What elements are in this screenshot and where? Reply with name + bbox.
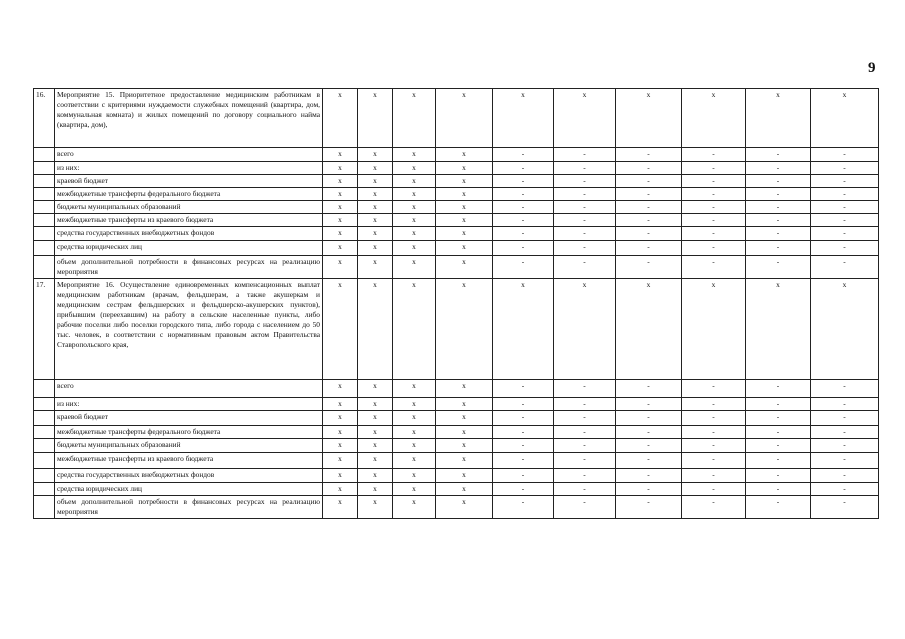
funding-row bbox=[34, 411, 879, 426]
value-cell: x bbox=[358, 214, 393, 227]
value-cell: x bbox=[393, 201, 436, 214]
value-cell: x bbox=[358, 89, 393, 148]
value-cell: - bbox=[682, 256, 746, 279]
value-cell: - bbox=[746, 398, 811, 411]
value-cell: x bbox=[323, 241, 358, 256]
funding-source-label: межбюджетные трансферты из краевого бюджета bbox=[55, 453, 323, 469]
value-cell: x bbox=[436, 426, 493, 439]
value-cell: x bbox=[436, 453, 493, 469]
funding-source-label: межбюджетные трансферты из краевого бюджета bbox=[55, 214, 323, 227]
value-cell: - bbox=[811, 214, 879, 227]
funding-source-label: всего bbox=[55, 380, 323, 398]
value-cell: x bbox=[323, 148, 358, 162]
value-cell: - bbox=[493, 201, 554, 214]
funding-row bbox=[34, 201, 879, 214]
value-cell: - bbox=[746, 188, 811, 201]
value-cell: x bbox=[323, 214, 358, 227]
value-cell: x bbox=[323, 162, 358, 175]
row-number-empty bbox=[34, 175, 55, 188]
measures-table-container bbox=[33, 88, 878, 519]
row-number-empty bbox=[34, 380, 55, 398]
value-cell: - bbox=[554, 469, 616, 483]
value-cell: - bbox=[493, 426, 554, 439]
funding-row bbox=[34, 453, 879, 469]
value-cell: - bbox=[746, 162, 811, 175]
value-cell: x bbox=[323, 426, 358, 439]
value-cell: - bbox=[554, 241, 616, 256]
value-cell: x bbox=[393, 279, 436, 380]
value-cell: - bbox=[811, 398, 879, 411]
value-cell: x bbox=[436, 227, 493, 241]
value-cell: x bbox=[746, 279, 811, 380]
value-cell: - bbox=[811, 148, 879, 162]
value-cell: - bbox=[746, 148, 811, 162]
funding-row bbox=[34, 148, 879, 162]
value-cell: - bbox=[616, 439, 682, 453]
row-number-empty bbox=[34, 483, 55, 496]
value-cell: x bbox=[393, 148, 436, 162]
value-cell: - bbox=[682, 188, 746, 201]
value-cell: - bbox=[811, 483, 879, 496]
measure-title: Мероприятие 16. Осуществление единовременных компенсационных выплат медицинским работникам (врачам, фельдшерам, а также акушеркам и медицинским сестрам фельдшерских и фельдшерско-акушерских пунктов), прибывшим (переехавшим) на работу в сельские населенные пункты, либо рабочие поселки либо поселки городского типа, либо города с населением до 50 тыс. человек, в соответствии с нормативным правовым актом Правительства Ставропольского края, bbox=[55, 279, 323, 380]
value-cell: - bbox=[811, 469, 879, 483]
row-number: 16. bbox=[34, 89, 55, 148]
funding-row bbox=[34, 439, 879, 453]
value-cell: - bbox=[493, 241, 554, 256]
value-cell: x bbox=[358, 453, 393, 469]
value-cell: - bbox=[811, 188, 879, 201]
value-cell: - bbox=[682, 214, 746, 227]
value-cell: - bbox=[493, 175, 554, 188]
value-cell: x bbox=[358, 148, 393, 162]
value-cell: x bbox=[323, 279, 358, 380]
value-cell: - bbox=[682, 398, 746, 411]
value-cell: - bbox=[746, 469, 811, 483]
value-cell: - bbox=[616, 411, 682, 426]
value-cell: x bbox=[393, 483, 436, 496]
row-number-empty bbox=[34, 241, 55, 256]
value-cell: - bbox=[616, 227, 682, 241]
value-cell: x bbox=[323, 469, 358, 483]
value-cell: x bbox=[436, 398, 493, 411]
value-cell: x bbox=[436, 380, 493, 398]
value-cell: x bbox=[436, 256, 493, 279]
funding-source-label: краевой бюджет bbox=[55, 175, 323, 188]
value-cell: - bbox=[746, 483, 811, 496]
value-cell: - bbox=[493, 188, 554, 201]
value-cell: - bbox=[554, 188, 616, 201]
value-cell: - bbox=[811, 426, 879, 439]
value-cell: x bbox=[393, 175, 436, 188]
value-cell: - bbox=[616, 148, 682, 162]
value-cell: x bbox=[616, 89, 682, 148]
value-cell: x bbox=[393, 439, 436, 453]
funding-source-label: средства юридических лиц bbox=[55, 483, 323, 496]
value-cell: x bbox=[323, 227, 358, 241]
value-cell: x bbox=[436, 483, 493, 496]
value-cell: - bbox=[746, 256, 811, 279]
value-cell: - bbox=[493, 162, 554, 175]
value-cell: x bbox=[393, 380, 436, 398]
value-cell: - bbox=[746, 201, 811, 214]
value-cell: - bbox=[493, 227, 554, 241]
value-cell: x bbox=[393, 426, 436, 439]
value-cell: - bbox=[616, 483, 682, 496]
value-cell: - bbox=[554, 148, 616, 162]
value-cell: - bbox=[682, 426, 746, 439]
value-cell: x bbox=[393, 162, 436, 175]
row-number-empty bbox=[34, 469, 55, 483]
value-cell: - bbox=[811, 201, 879, 214]
value-cell: - bbox=[554, 256, 616, 279]
value-cell: - bbox=[554, 398, 616, 411]
value-cell: x bbox=[436, 411, 493, 426]
value-cell: - bbox=[616, 496, 682, 519]
row-number-empty bbox=[34, 162, 55, 175]
funding-source-label: средства государственных внебюджетных фондов bbox=[55, 227, 323, 241]
value-cell: - bbox=[493, 398, 554, 411]
value-cell: - bbox=[616, 453, 682, 469]
value-cell: x bbox=[358, 439, 393, 453]
funding-source-label: межбюджетные трансферты федерального бюджета bbox=[55, 426, 323, 439]
value-cell: - bbox=[746, 496, 811, 519]
value-cell: - bbox=[682, 483, 746, 496]
value-cell: - bbox=[554, 380, 616, 398]
value-cell: x bbox=[393, 469, 436, 483]
value-cell: - bbox=[682, 439, 746, 453]
row-number-empty bbox=[34, 439, 55, 453]
value-cell: - bbox=[682, 469, 746, 483]
value-cell: - bbox=[811, 496, 879, 519]
value-cell: - bbox=[554, 162, 616, 175]
value-cell: x bbox=[436, 214, 493, 227]
value-cell: x bbox=[358, 241, 393, 256]
value-cell: x bbox=[393, 256, 436, 279]
value-cell: - bbox=[493, 214, 554, 227]
value-cell: x bbox=[811, 279, 879, 380]
funding-row bbox=[34, 426, 879, 439]
value-cell: - bbox=[554, 175, 616, 188]
value-cell: - bbox=[616, 380, 682, 398]
value-cell: - bbox=[811, 241, 879, 256]
value-cell: - bbox=[811, 256, 879, 279]
value-cell: x bbox=[358, 188, 393, 201]
value-cell: x bbox=[436, 162, 493, 175]
funding-source-label: межбюджетные трансферты федерального бюджета bbox=[55, 188, 323, 201]
value-cell: x bbox=[358, 201, 393, 214]
funding-source-label: бюджеты муниципальных образований bbox=[55, 439, 323, 453]
row-number-empty bbox=[34, 411, 55, 426]
value-cell: x bbox=[393, 89, 436, 148]
value-cell: - bbox=[493, 256, 554, 279]
value-cell: x bbox=[323, 201, 358, 214]
funding-source-label: краевой бюджет bbox=[55, 411, 323, 426]
value-cell: - bbox=[746, 426, 811, 439]
value-cell: x bbox=[554, 89, 616, 148]
value-cell: - bbox=[616, 256, 682, 279]
value-cell: - bbox=[746, 175, 811, 188]
value-cell: x bbox=[393, 188, 436, 201]
value-cell: x bbox=[554, 279, 616, 380]
value-cell: - bbox=[746, 380, 811, 398]
value-cell: x bbox=[323, 256, 358, 279]
value-cell: - bbox=[811, 227, 879, 241]
value-cell: x bbox=[436, 496, 493, 519]
value-cell: - bbox=[616, 398, 682, 411]
value-cell: - bbox=[493, 469, 554, 483]
value-cell: x bbox=[616, 279, 682, 380]
funding-source-label: всего bbox=[55, 148, 323, 162]
value-cell: - bbox=[811, 380, 879, 398]
value-cell: - bbox=[493, 411, 554, 426]
value-cell: - bbox=[554, 214, 616, 227]
value-cell: - bbox=[554, 426, 616, 439]
value-cell: x bbox=[358, 175, 393, 188]
value-cell: - bbox=[554, 227, 616, 241]
funding-row bbox=[34, 380, 879, 398]
value-cell: - bbox=[746, 241, 811, 256]
value-cell: - bbox=[682, 162, 746, 175]
value-cell: x bbox=[323, 483, 358, 496]
value-cell: - bbox=[811, 411, 879, 426]
value-cell: - bbox=[616, 175, 682, 188]
value-cell: x bbox=[358, 426, 393, 439]
funding-source-label: средства юридических лиц bbox=[55, 241, 323, 256]
value-cell: x bbox=[358, 411, 393, 426]
value-cell: x bbox=[436, 279, 493, 380]
funding-source-label: бюджеты муниципальных образований bbox=[55, 201, 323, 214]
value-cell: - bbox=[682, 380, 746, 398]
value-cell: x bbox=[436, 148, 493, 162]
value-cell: - bbox=[493, 483, 554, 496]
value-cell: - bbox=[811, 453, 879, 469]
value-cell: - bbox=[554, 453, 616, 469]
measure-title: Мероприятие 15. Приоритетное предоставление медицинским работникам в соответствии с критериями нуждаемости служебных помещений (квартира, дом, коммунальная комната) и жилых помещений по договору социального найма (квартира, дом), bbox=[55, 89, 323, 148]
value-cell: x bbox=[436, 201, 493, 214]
value-cell: - bbox=[616, 188, 682, 201]
funding-row bbox=[34, 483, 879, 496]
value-cell: x bbox=[682, 89, 746, 148]
funding-row bbox=[34, 496, 879, 519]
value-cell: - bbox=[616, 426, 682, 439]
value-cell: - bbox=[746, 411, 811, 426]
funding-row bbox=[34, 256, 879, 279]
value-cell: x bbox=[323, 188, 358, 201]
funding-source-label: объем дополнительной потребности в финансовых ресурсах на реализацию мероприятия bbox=[55, 256, 323, 279]
value-cell: x bbox=[393, 214, 436, 227]
value-cell: - bbox=[746, 227, 811, 241]
page-number: 9 bbox=[868, 60, 876, 76]
row-number-empty bbox=[34, 453, 55, 469]
funding-source-label: из них: bbox=[55, 162, 323, 175]
value-cell: - bbox=[616, 201, 682, 214]
value-cell: x bbox=[358, 162, 393, 175]
value-cell: x bbox=[358, 380, 393, 398]
value-cell: x bbox=[393, 398, 436, 411]
value-cell: - bbox=[682, 453, 746, 469]
row-number-empty bbox=[34, 201, 55, 214]
value-cell: - bbox=[811, 162, 879, 175]
value-cell: - bbox=[616, 214, 682, 227]
value-cell: - bbox=[811, 439, 879, 453]
value-cell: - bbox=[746, 439, 811, 453]
value-cell: - bbox=[682, 201, 746, 214]
row-number-empty bbox=[34, 227, 55, 241]
row-number-empty bbox=[34, 398, 55, 411]
value-cell: - bbox=[746, 214, 811, 227]
value-cell: x bbox=[323, 439, 358, 453]
value-cell: x bbox=[323, 398, 358, 411]
value-cell: - bbox=[554, 496, 616, 519]
value-cell: - bbox=[682, 227, 746, 241]
funding-row bbox=[34, 214, 879, 227]
value-cell: x bbox=[358, 279, 393, 380]
funding-row bbox=[34, 227, 879, 241]
value-cell: - bbox=[493, 148, 554, 162]
funding-source-label: из них: bbox=[55, 398, 323, 411]
measure-row bbox=[34, 279, 879, 380]
value-cell: - bbox=[682, 241, 746, 256]
value-cell: x bbox=[323, 175, 358, 188]
value-cell: x bbox=[323, 380, 358, 398]
value-cell: x bbox=[358, 496, 393, 519]
measures-table bbox=[33, 88, 879, 519]
value-cell: x bbox=[358, 227, 393, 241]
funding-source-label: объем дополнительной потребности в финансовых ресурсах на реализацию мероприятия bbox=[55, 496, 323, 519]
value-cell: x bbox=[323, 411, 358, 426]
funding-source-label: средства государственных внебюджетных фондов bbox=[55, 469, 323, 483]
value-cell: x bbox=[393, 411, 436, 426]
value-cell: x bbox=[358, 469, 393, 483]
value-cell: - bbox=[682, 411, 746, 426]
value-cell: - bbox=[616, 241, 682, 256]
value-cell: - bbox=[682, 496, 746, 519]
value-cell: - bbox=[493, 453, 554, 469]
value-cell: x bbox=[323, 89, 358, 148]
value-cell: x bbox=[393, 227, 436, 241]
value-cell: x bbox=[436, 175, 493, 188]
value-cell: - bbox=[493, 380, 554, 398]
row-number-empty bbox=[34, 148, 55, 162]
value-cell: x bbox=[323, 453, 358, 469]
funding-row bbox=[34, 188, 879, 201]
value-cell: x bbox=[436, 188, 493, 201]
value-cell: x bbox=[436, 439, 493, 453]
row-number-empty bbox=[34, 256, 55, 279]
value-cell: - bbox=[616, 162, 682, 175]
row-number: 17. bbox=[34, 279, 55, 380]
row-number-empty bbox=[34, 214, 55, 227]
value-cell: x bbox=[358, 398, 393, 411]
funding-row bbox=[34, 469, 879, 483]
value-cell: - bbox=[811, 175, 879, 188]
funding-row bbox=[34, 175, 879, 188]
value-cell: x bbox=[811, 89, 879, 148]
value-cell: - bbox=[616, 469, 682, 483]
value-cell: x bbox=[493, 89, 554, 148]
value-cell: - bbox=[746, 453, 811, 469]
row-number-empty bbox=[34, 188, 55, 201]
value-cell: - bbox=[554, 201, 616, 214]
value-cell: x bbox=[493, 279, 554, 380]
funding-row bbox=[34, 241, 879, 256]
funding-row bbox=[34, 398, 879, 411]
value-cell: x bbox=[393, 453, 436, 469]
value-cell: x bbox=[393, 496, 436, 519]
value-cell: x bbox=[393, 241, 436, 256]
value-cell: - bbox=[682, 175, 746, 188]
value-cell: x bbox=[746, 89, 811, 148]
value-cell: - bbox=[554, 439, 616, 453]
value-cell: - bbox=[554, 411, 616, 426]
value-cell: x bbox=[358, 483, 393, 496]
value-cell: x bbox=[436, 241, 493, 256]
value-cell: - bbox=[554, 483, 616, 496]
value-cell: - bbox=[493, 496, 554, 519]
funding-row bbox=[34, 162, 879, 175]
value-cell: x bbox=[323, 496, 358, 519]
value-cell: x bbox=[682, 279, 746, 380]
value-cell: x bbox=[436, 469, 493, 483]
row-number-empty bbox=[34, 426, 55, 439]
measure-row bbox=[34, 89, 879, 148]
value-cell: x bbox=[358, 256, 393, 279]
value-cell: - bbox=[493, 439, 554, 453]
row-number-empty bbox=[34, 496, 55, 519]
value-cell: x bbox=[436, 89, 493, 148]
value-cell: - bbox=[682, 148, 746, 162]
